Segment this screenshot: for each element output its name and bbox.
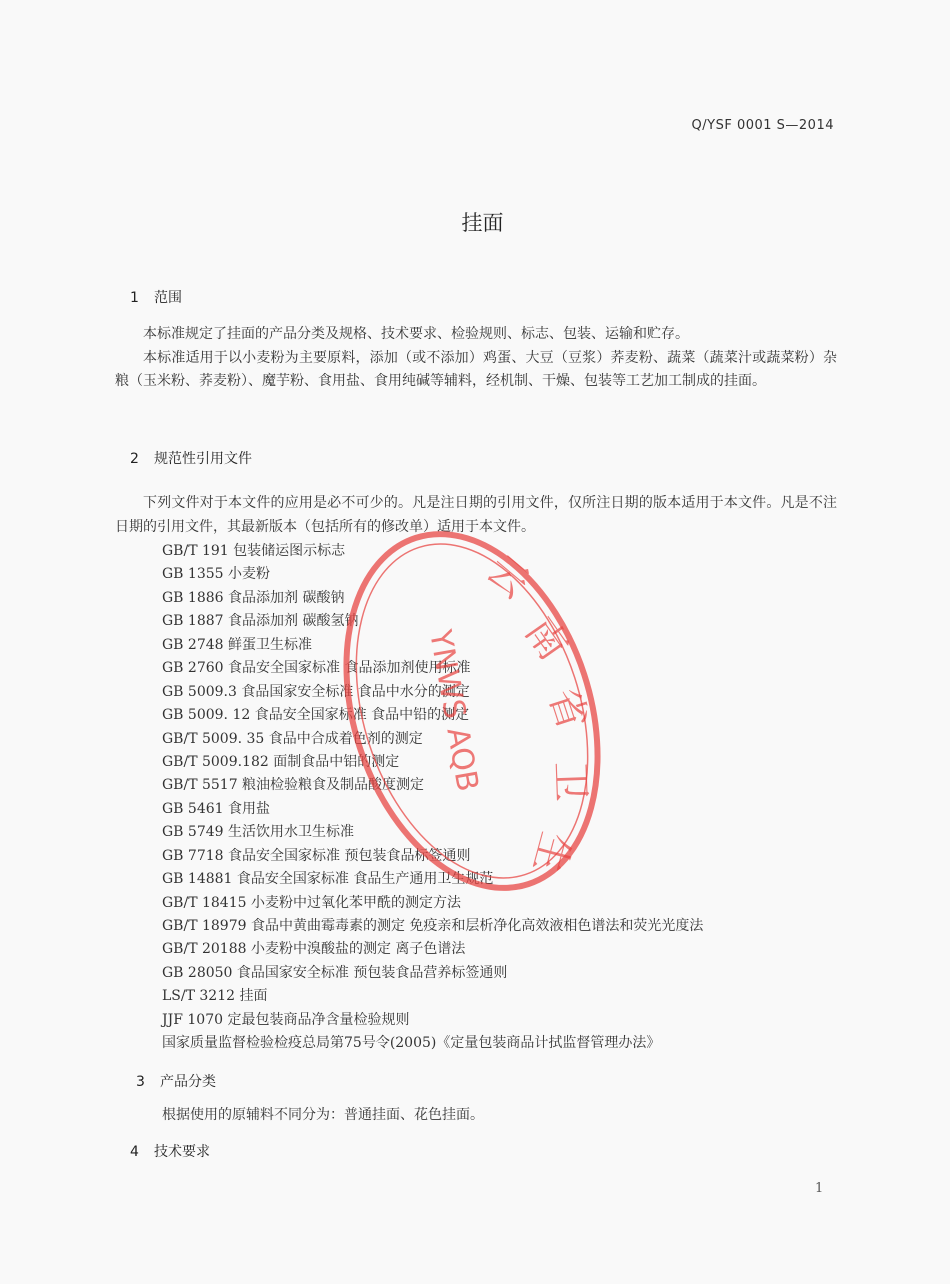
svg-text:省: 省 — [539, 682, 596, 736]
reference-item: GB 1886 食品添加剂 碳酸钠 — [162, 589, 345, 606]
reference-item: GB/T 5009.182 面制食品中铝的测定 — [162, 753, 400, 770]
section-2-intro — [115, 492, 837, 539]
reference-item: GB 5749 生活饮用水卫生标准 — [162, 824, 355, 841]
section-number: 2 — [130, 451, 139, 467]
section-1-body — [115, 323, 837, 394]
document-title: 挂面 — [461, 211, 504, 235]
section-number: 3 — [136, 1074, 145, 1090]
reference-item: 国家质量监督检验检疫总局第75号令(2005)《定量包装商品计拭监督管理办法》 — [162, 1035, 661, 1052]
section-number: 1 — [130, 290, 139, 306]
section-2-heading — [130, 448, 252, 468]
reference-item: GB 28050 食品国家安全标准 预包装食品营养标签通则 — [162, 964, 508, 981]
reference-item: GB/T 5517 粮油检验粮食及制品酸度测定 — [162, 777, 425, 794]
reference-item: GB/T 5009. 35 食品中合成着色剂的测定 — [162, 730, 423, 747]
reference-item: LS/T 3212 挂面 — [162, 988, 268, 1005]
section-title: 范围 — [154, 290, 182, 306]
section-title: 规范性引用文件 — [154, 451, 252, 467]
paragraph: 根据使用的原辅料不同分为：普通挂面、花色挂面。 — [162, 1107, 484, 1123]
section-title: 产品分类 — [160, 1074, 216, 1090]
reference-item: GB 2748 鲜蛋卫生标准 — [162, 636, 313, 653]
reference-item: JJF 1070 定最包装商品净含量检验规则 — [162, 1011, 410, 1028]
section-number: 4 — [130, 1144, 139, 1160]
section-1-heading — [130, 287, 182, 307]
document-code: Q/YSF 0001 S—2014 — [691, 118, 834, 133]
reference-item: GB/T 20188 小麦粉中溴酸盐的测定 离子色谱法 — [162, 941, 466, 958]
section-3-body — [132, 1104, 854, 1128]
paragraph: 本标准规定了挂面的产品分类及规格、技术要求、检验规则、标志、包装、运输和贮存。 — [143, 326, 689, 342]
reference-item: GB/T 18415 小麦粉中过氧化苯甲酰的测定方法 — [162, 894, 461, 911]
reference-item: GB 7718 食品安全国家标准 预包装食品标签通则 — [162, 847, 471, 864]
reference-item: GB 1887 食品添加剂 碳酸氢钠 — [162, 613, 359, 630]
section-3-heading — [136, 1071, 216, 1091]
reference-item: GB 14881 食品安全国家标准 食品生产通用卫生规范 — [162, 871, 494, 888]
svg-text:YNWS AQB: YNWS AQB — [422, 627, 485, 795]
svg-text:生: 生 — [523, 827, 579, 878]
svg-text:卫: 卫 — [546, 760, 594, 803]
reference-list — [162, 540, 703, 1056]
section-title: 技术要求 — [154, 1144, 210, 1160]
reference-item: GB/T 191 包装储运图示标志 — [162, 543, 346, 559]
reference-item: GB 5009. 12 食品安全国家标准 食品中铅的测定 — [162, 707, 470, 724]
page-number: 1 — [815, 1181, 824, 1196]
svg-text:南: 南 — [515, 609, 577, 669]
reference-item: GB 1355 小麦粉 — [162, 566, 271, 583]
section-4-heading — [130, 1141, 210, 1161]
reference-item: GB/T 18979 食品中黄曲霉毒素的测定 免疫亲和层析净化高效液相色谱法和荧光光度法 — [162, 918, 704, 934]
reference-item: GB 2760 食品安全国家标准 食品添加剂使用标准 — [162, 660, 471, 677]
paragraph: 本标准适用于以小麦粉为主要原料，添加（或不添加）鸡蛋、大豆（豆浆）荞麦粉、蔬菜（蔬菜汁或蔬菜粉）杂粮（玉米粉、荞麦粉）、魔芋粉、食用盐、食用纯碱等辅料，经机制、干燥、包装等工艺加工制成的挂面。 — [115, 349, 837, 389]
reference-item: GB 5009.3 食品国家安全标准 食品中水分的测定 — [162, 683, 470, 700]
svg-text:云: 云 — [477, 546, 538, 608]
paragraph: 下列文件对于本文件的应用是必不可少的。凡是注日期的引用文件，仅所注日期的版本适用于本文件。凡是不注日期的引用文件，其最新版本（包括所有的修改单）适用于本文件。 — [115, 495, 837, 535]
reference-item: GB 5461 食用盐 — [162, 800, 271, 817]
